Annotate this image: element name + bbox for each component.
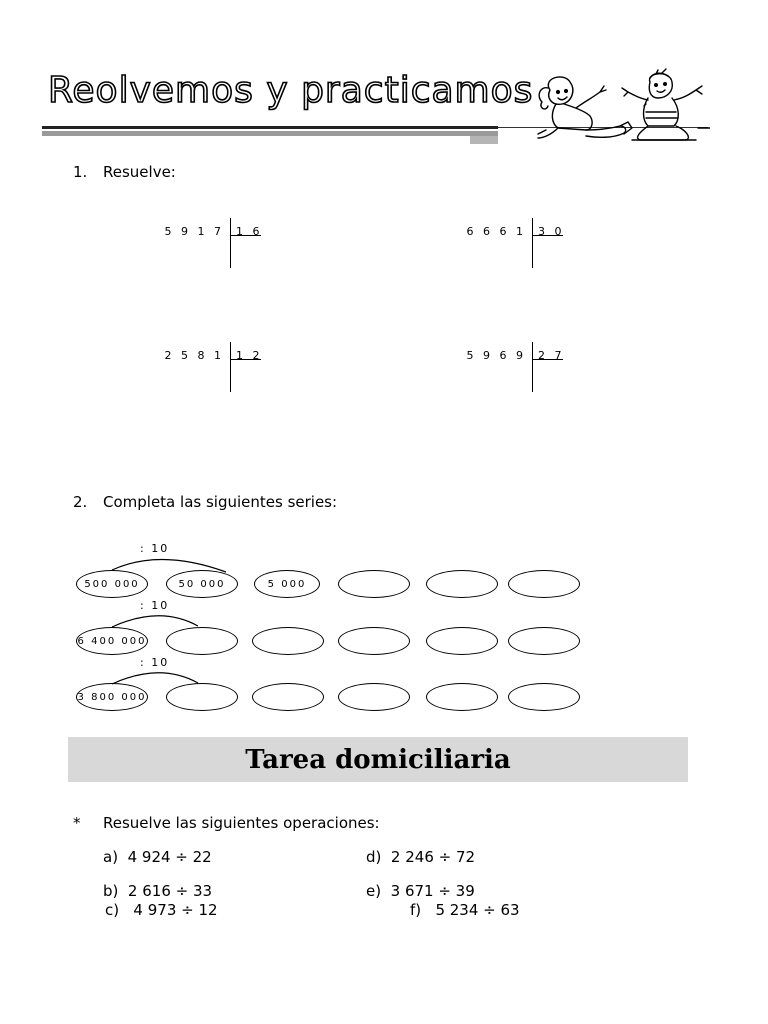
series-3-oval-6[interactable] — [508, 683, 580, 711]
operation-letter: d) — [366, 848, 382, 866]
operation-d — [366, 848, 475, 866]
series-3-oval-3[interactable] — [252, 683, 324, 711]
question-1-number: 1. — [73, 163, 88, 181]
operation-letter: c) — [105, 901, 120, 919]
operation-expression: 2 616 ÷ 33 — [127, 882, 213, 900]
series-2-oval-3[interactable] — [252, 627, 324, 655]
operation-c — [105, 901, 218, 919]
series-3-oval-4[interactable] — [338, 683, 410, 711]
operation-expression: 2 246 ÷ 72 — [390, 848, 476, 866]
operation-expression: 5 234 ÷ 63 — [435, 901, 520, 919]
series-3-operator: : 10 — [140, 656, 170, 669]
homework-title-bar — [68, 737, 688, 782]
operation-letter: a) — [103, 848, 119, 866]
homework-bullet: * — [73, 814, 81, 832]
divisor: 1 2 — [236, 349, 263, 362]
operation-b — [103, 882, 212, 900]
series-2-oval-4[interactable] — [338, 627, 410, 655]
operation-letter: f) — [410, 901, 422, 919]
operation-e — [366, 882, 475, 900]
series-1-oval-4[interactable] — [338, 570, 410, 598]
series-1-oval-6[interactable] — [508, 570, 580, 598]
series-1-oval-3[interactable]: 5 000 — [254, 570, 320, 598]
divisor: 1 6 — [236, 225, 263, 238]
series-3-oval-1[interactable]: 3 800 000 — [76, 683, 148, 711]
operation-expression: 3 671 ÷ 39 — [390, 882, 475, 900]
dividend: 6 6 6 1 — [466, 225, 526, 238]
series-2-oval-6[interactable] — [508, 627, 580, 655]
operation-letter: b) — [103, 882, 119, 900]
operation-expression: 4 924 ÷ 22 — [127, 848, 212, 866]
divisor: 2 7 — [538, 349, 565, 362]
divisor: 3 0 — [538, 225, 565, 238]
page-title: Reolvemos y practicamos — [48, 70, 534, 111]
series-2-oval-1[interactable]: 6 400 000 — [76, 627, 148, 655]
series-2-operator: : 10 — [140, 599, 170, 612]
operation-a — [103, 848, 212, 866]
series-2-oval-2[interactable] — [166, 627, 238, 655]
operation-f — [410, 901, 520, 919]
series-3-oval-5[interactable] — [426, 683, 498, 711]
series-2-oval-5[interactable] — [426, 627, 498, 655]
dividend: 2 5 8 1 — [164, 349, 224, 362]
question-1-instruction: Resuelve: — [103, 163, 176, 181]
question-2-instruction: Completa las siguientes series: — [103, 493, 338, 511]
series-1-operator: : 10 — [140, 542, 170, 555]
dividend: 5 9 6 9 — [466, 349, 526, 362]
series-1-oval-1[interactable]: 500 000 — [76, 570, 148, 598]
operation-expression: 4 973 ÷ 12 — [133, 901, 218, 919]
homework-title: Tarea domiciliaria — [245, 744, 511, 775]
question-2-number: 2. — [73, 493, 88, 511]
operation-letter: e) — [366, 882, 382, 900]
dividend: 5 9 1 7 — [164, 225, 224, 238]
series-3-oval-2[interactable] — [166, 683, 238, 711]
homework-instruction: Resuelve las siguientes operaciones: — [103, 814, 380, 832]
series-1-oval-5[interactable] — [426, 570, 498, 598]
series-1-oval-2[interactable]: 50 000 — [166, 570, 238, 598]
